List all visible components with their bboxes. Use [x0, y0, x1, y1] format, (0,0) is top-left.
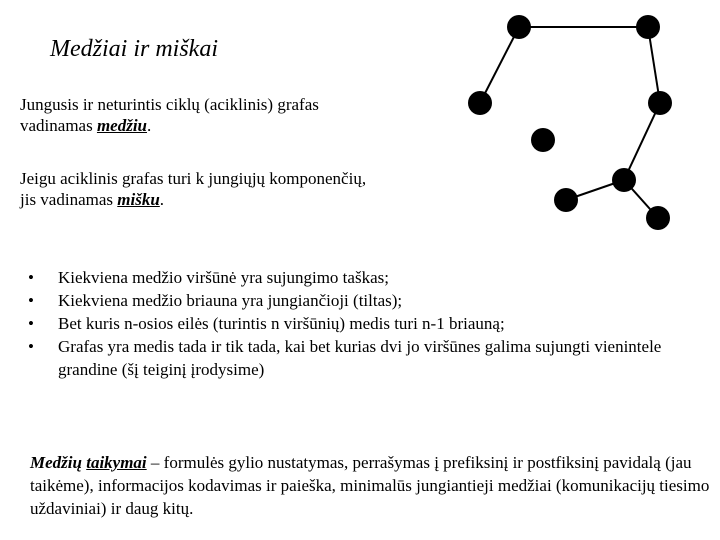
graph-vertex: [531, 128, 555, 152]
graph-vertices: [468, 15, 672, 230]
bullet-marker: •: [28, 268, 34, 287]
applications-lead-word2: taikymai: [86, 453, 147, 472]
tree-definition-line1: Jungusis ir neturintis ciklų (aciklinis) grafas: [20, 95, 319, 114]
applications-text: – formulės gylio nustatymas, perrašymas į prefiksinį ir postfiksinį pavidalą (jau taikėme), informacijos kodavimas ir paieška, minimalūs jungiantieji medžiai (komunikacijų tiesimo uždaviniai) ir daug kitų.: [30, 453, 710, 518]
bullet-text: Kiekviena medžio viršūnė yra sujungimo taškas;: [58, 268, 389, 287]
tree-definition-prefix: vadinamas: [20, 116, 97, 135]
applications-lead-word1: Medžių: [30, 453, 82, 472]
graph-vertex: [646, 206, 670, 230]
bullet-marker: •: [28, 337, 34, 356]
bullet-text: Kiekviena medžio briauna yra jungiančioji (tiltas);: [58, 291, 403, 310]
tree-definition-suffix: .: [147, 116, 152, 135]
tree-term: medžiu: [96, 116, 148, 135]
slide-title: Medžiai ir miškai: [50, 36, 218, 62]
forest-definition-suffix: .: [159, 190, 165, 209]
bullet-text: Grafas yra medis tada ir tik tada, kai bet kurias dvi jo viršūnes galima sujungti vienintele grandine (šį teiginį įrodysime): [58, 337, 662, 379]
graph-vertex: [468, 91, 492, 115]
bullet-marker: •: [28, 291, 34, 310]
graph-vertex: [648, 91, 672, 115]
graph-vertex: [636, 15, 660, 39]
graph-vertex: [507, 15, 531, 39]
forest-definition-line1: Jeigu aciklinis grafas turi k jungiųjų komponenčių,: [20, 169, 367, 188]
forest-term: mišku: [117, 190, 160, 209]
graph-edge: [480, 27, 519, 103]
graph-edge: [624, 103, 660, 180]
bullet-text: Bet kuris n-osios eilės (turintis n viršūnių) medis turi n-1 briauną;: [58, 314, 505, 333]
bullet-marker: •: [28, 314, 34, 333]
graph-vertex: [612, 168, 636, 192]
graph-vertex: [554, 188, 578, 212]
forest-definition-prefix: jis vadinamas: [20, 190, 118, 209]
